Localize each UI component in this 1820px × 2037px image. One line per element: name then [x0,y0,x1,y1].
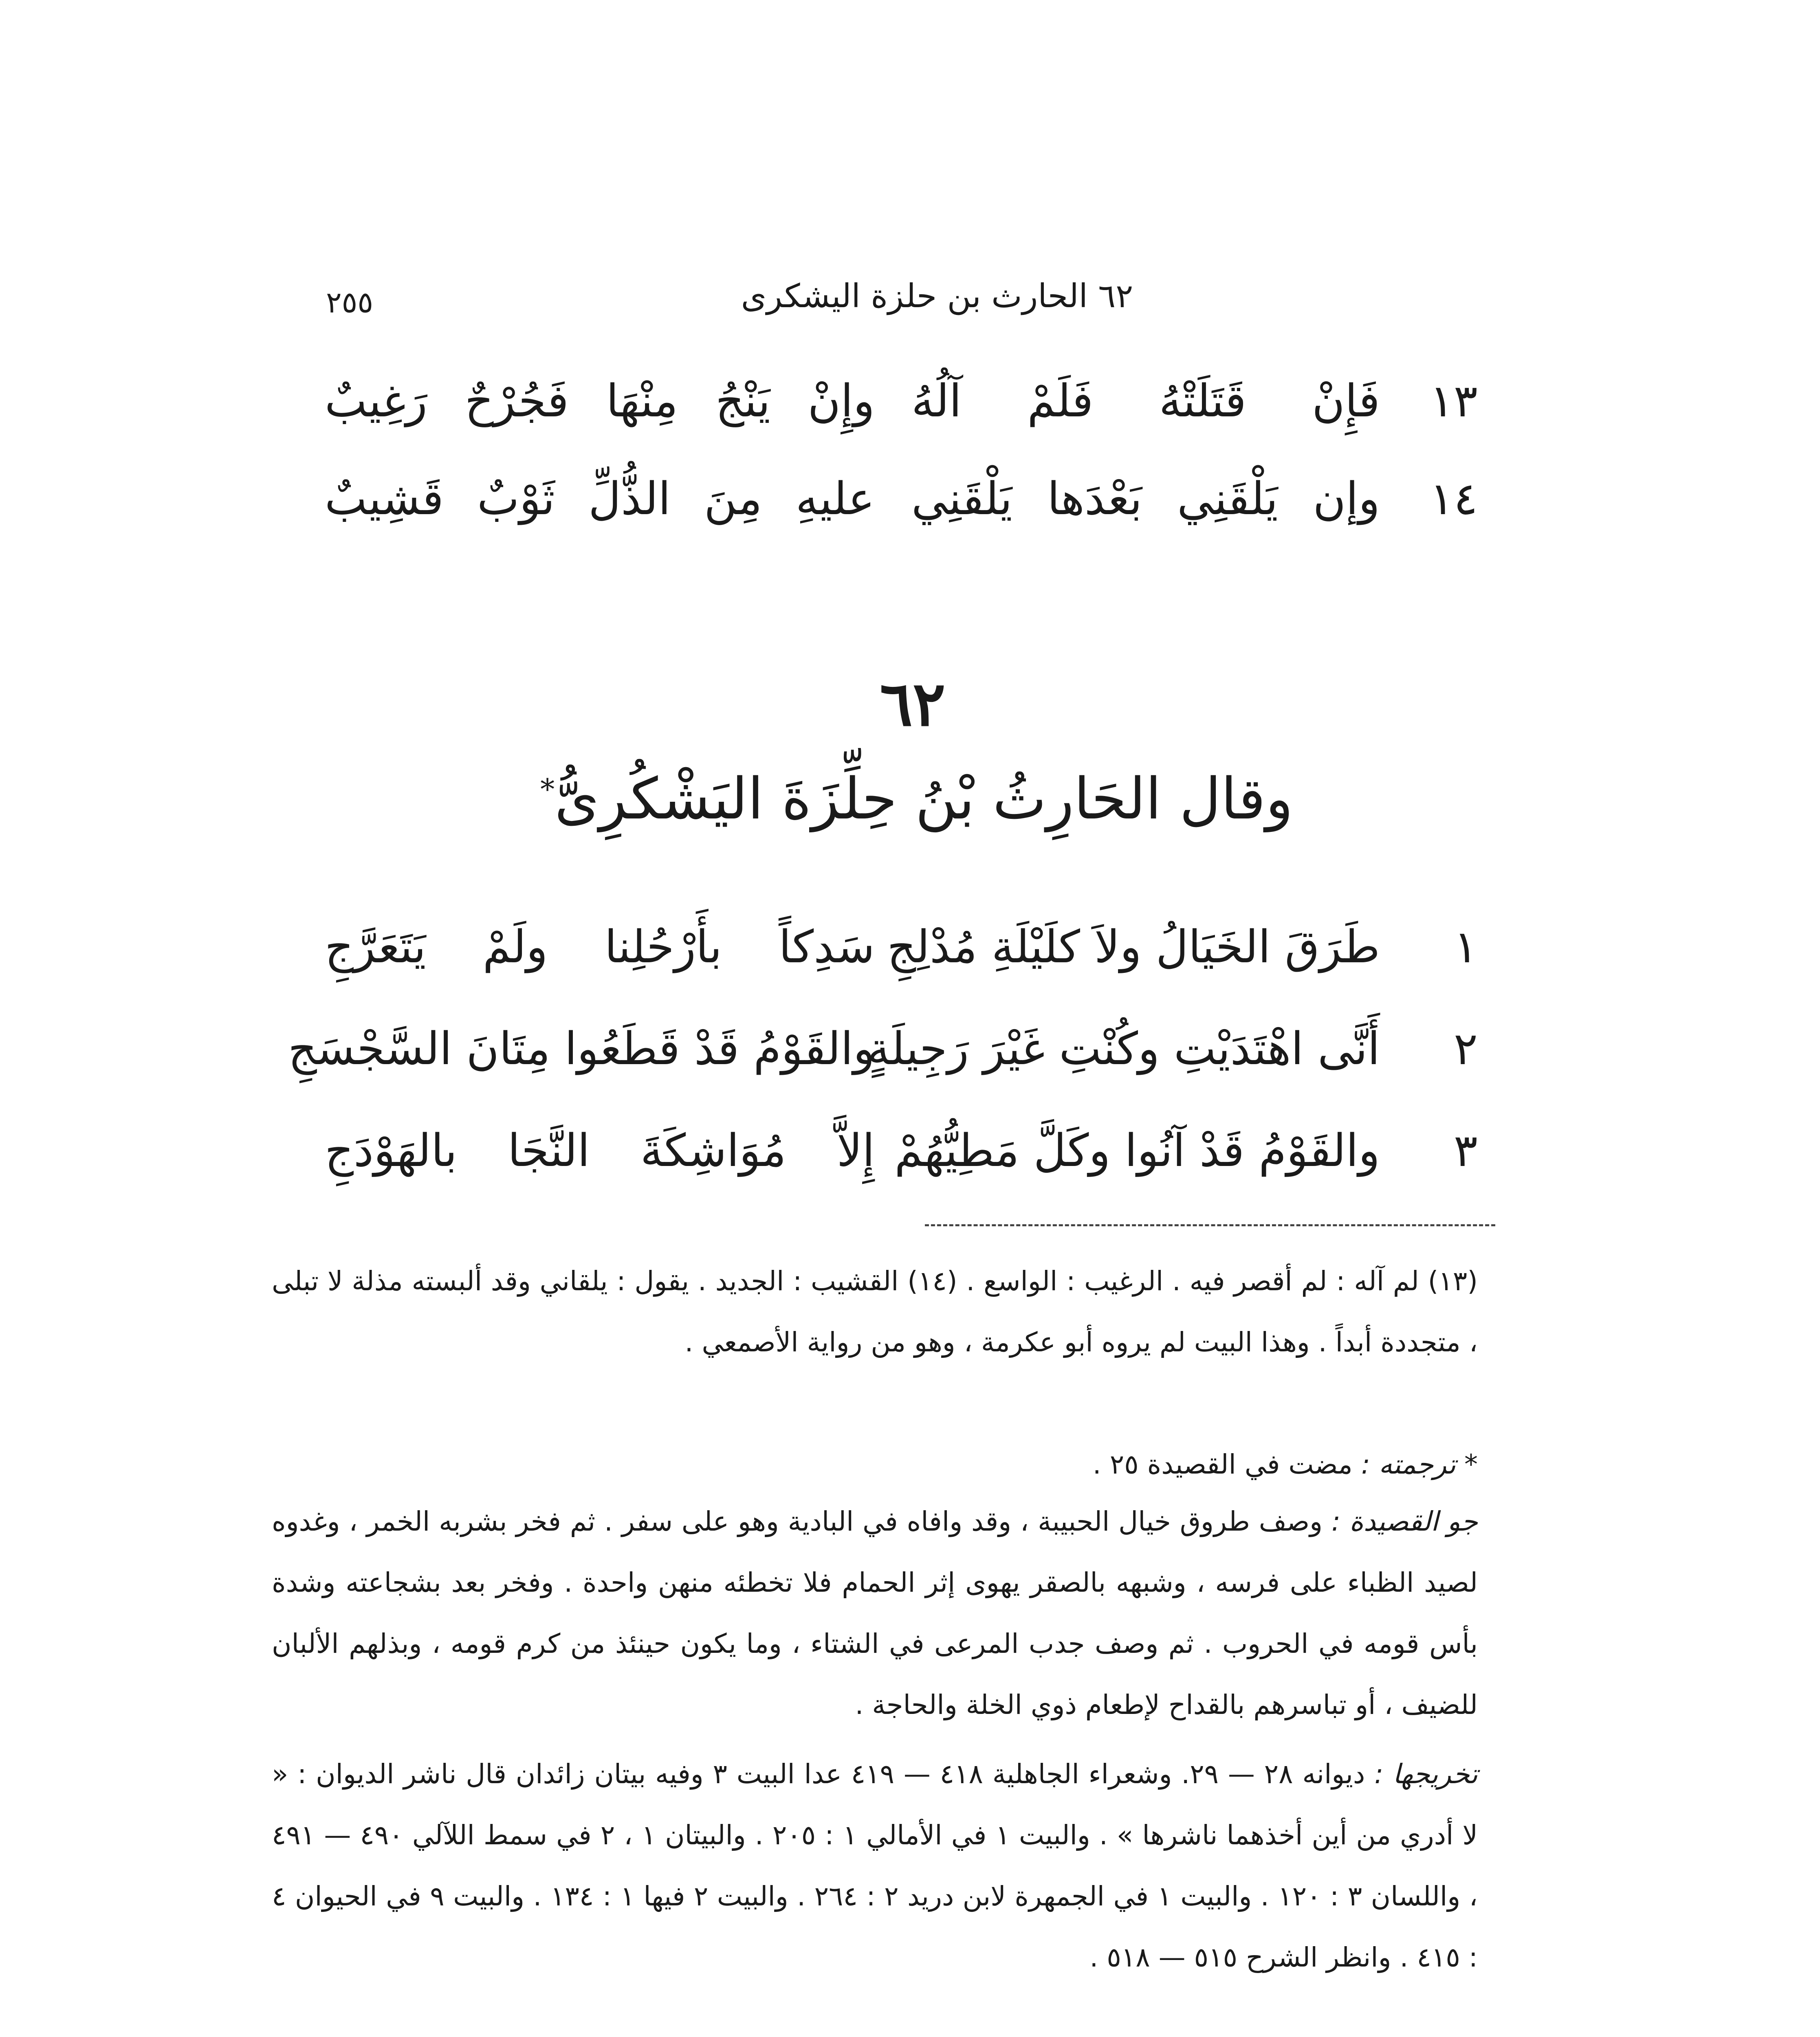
verse-line [288,1023,1478,1092]
verse-first-hemistich: فَإِنْ قَتَلَتْهُ فَلَمْ آلُهُ [911,375,1380,427]
poem-number: ٦٢ [880,668,946,740]
running-title: ٦٢ الحارث بن حلزة اليشكرى [741,277,1133,315]
verse-second-hemistich: عليهِ مِنَ الذُّلِّ ثَوْبٌ قَشِيبٌ [325,473,875,525]
jaw-note [272,1491,1478,1736]
jaw-label: جو القصيدة : [1331,1506,1478,1537]
verse-number: ١٤ [1429,473,1478,525]
verse-line [325,375,1478,444]
verse-line [325,1124,1478,1194]
takhrij-note [272,1744,1478,1988]
verse-second-hemistich: والقَوْمُ قَدْ قَطَعُوا مِتَانَ السَّجْسَجِ [288,1023,875,1075]
tarjama-text: مضت في القصيدة ٢٥ . [1092,1449,1353,1480]
verse-number: ٣ [1453,1124,1478,1177]
verse-number: ١٣ [1429,375,1478,427]
takhrij-label: تخريجها : [1374,1758,1478,1790]
verse-first-hemistich: وإن يَلْقَنِي بَعْدَها يَلْقَنِي [911,473,1380,525]
verse-first-hemistich: أَنَّى اهْتَدَيْتِ وكُنْتِ غَيْرَ رَجِيلَةٍ [867,1023,1380,1075]
poem-title [530,766,1304,832]
takhrij-text: ديوانه ٢٨ — ٢٩. وشعراء الجاهلية ٤١٨ — ٤١٩ عدا البيت ٣ وفيه بيتان زائدان قال ناشر الديوان : « لا أدري من أين أخذهما ناشرها » . والبيت ١ في الأمالي ١ : ٢٠٥ . والبيتان ١ ، ٢ في سمط اللآلي ٤٩٠ — ٤٩١ ، واللسان ٣ : ١٢٠ . والبيت ١ في الجمهرة لابن دريد ٢ : ٢٦٤ . والبيت ٢ فيها ١ : ١٣٤ . والبيت ٩ في الحيوان ٤ : ٤١٥ . وانظر الشرح ٥١٥ — ٥١٨ . [272,1758,1478,1973]
verse-first-hemistich: والقَوْمُ قَدْ آنُوا وكَلَّ مَطِيُّهُمْ [894,1124,1380,1177]
jaw-text: وصف طروق خيال الحبيبة ، وقد وافاه في البادية وهو على سفر . ثم فخر بشربه الخمر ، وغدوه لصيد الظباء على فرسه ، وشبهه بالصقر يهوى إثر الحمام فلا تخطئه منهن واحدة . وفخر بعد بشجاعته وشدة بأس قومه في الحروب . ثم وصف جدب المرعى في الشتاء ، وما يكون حينئذ من كرم قومه ، وبذلهم الألبان للضيف ، أو تباسرهم بالقداح لإطعام ذوي الخلة والحاجة . [272,1506,1478,1720]
verse-second-hemistich: إِلاَّ مُوَاشِكَةَ النَّجَا بالهَوْدَجِ [325,1124,875,1177]
verse-notes: (١٣) لم آله : لم أقصر فيه . الرغيب : الواسع . (١٤) القشيب : الجديد . يقول : يلقاني وقد ألبسته مذلة لا تبلى ، متجددة أبداً . وهذا البيت لم يروه أبو عكرمة ، وهو من رواية الأصمعي . [272,1265,1478,1358]
footnote-marker: * [540,772,555,806]
tarjama-label: * ترجمته : [1361,1449,1478,1480]
footnote-separator [925,1224,1495,1226]
page-number: ٢٥٥ [326,285,374,319]
verse-number: ١ [1453,921,1478,973]
verse-first-hemistich: طَرَقَ الخَيَالُ ولاَ كلَيْلَةِ مُدْلِجِ [887,921,1380,973]
poem-title-text: وقال الحَارِثُ بْنُ حِلِّزَةَ اليَشْكُرِىُّ [555,766,1293,832]
verse-line [325,473,1478,542]
verse-number: ٢ [1453,1023,1478,1075]
tarjama-note [272,1434,1478,1495]
verse-second-hemistich: وإِنْ يَنْجُ مِنْهَا فَجُرْحٌ رَغِيبٌ [325,375,875,427]
verse-second-hemistich: سَدِكاً بأَرْحُلِنا ولَمْ يَتَعَرَّجِ [325,921,875,973]
verse-line [325,921,1478,990]
